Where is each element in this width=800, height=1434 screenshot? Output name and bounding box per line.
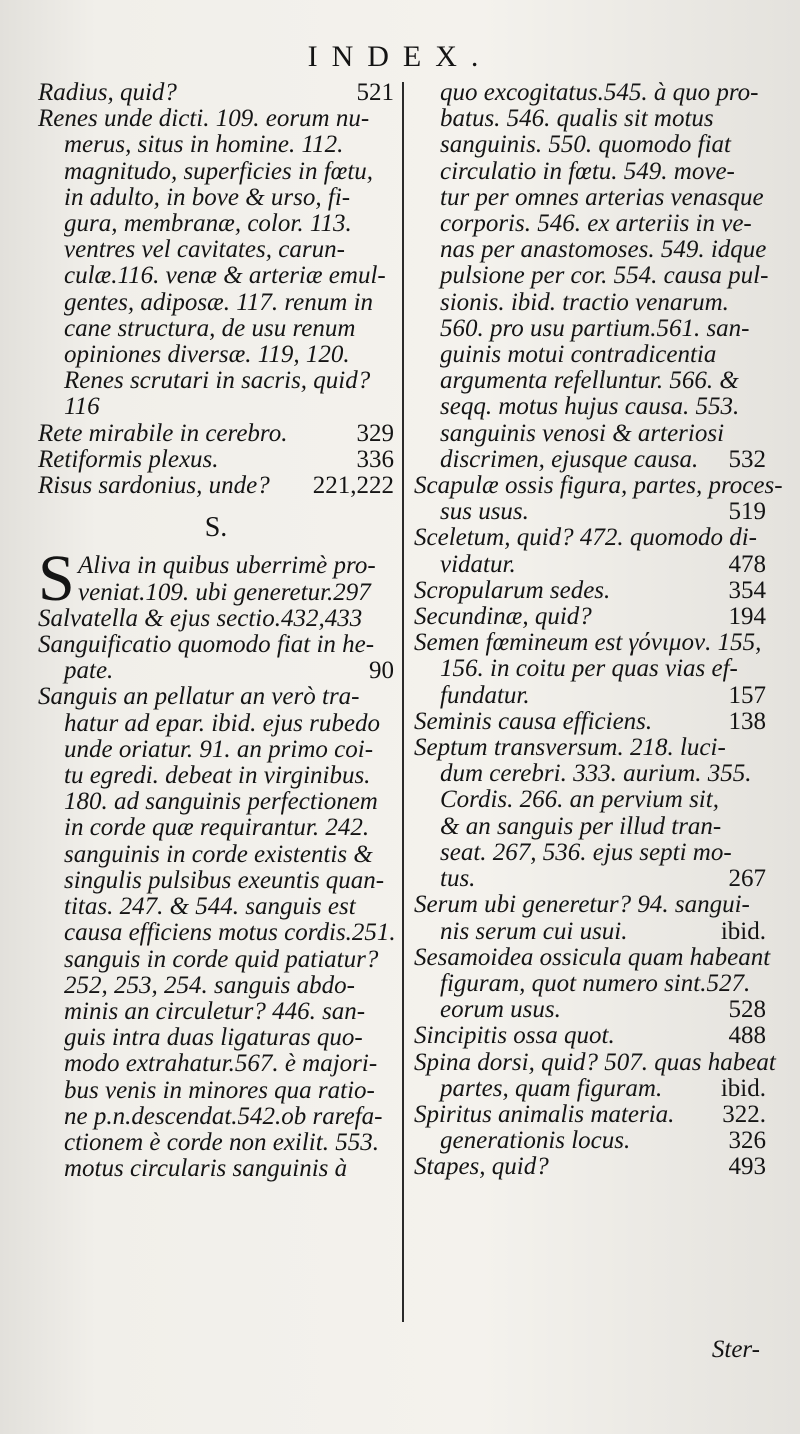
index-entry-line bbox=[38, 842, 394, 868]
index-entry-line bbox=[414, 1102, 766, 1128]
index-entry-line bbox=[38, 815, 394, 841]
index-entry-line bbox=[38, 447, 394, 473]
entry-text: Salvatella & ejus sectio.432,433 bbox=[38, 604, 363, 632]
index-entry-line bbox=[414, 237, 766, 263]
entry-text: titas. 247. & 544. sanguis est bbox=[64, 893, 356, 921]
index-entry-line bbox=[414, 787, 766, 813]
index-entry-line bbox=[38, 1156, 394, 1182]
page-reference: 493 bbox=[728, 1153, 766, 1181]
page-reference: 194 bbox=[728, 603, 766, 631]
index-entry-line bbox=[414, 106, 766, 132]
page-reference: 267 bbox=[728, 865, 766, 893]
entry-text: tus. bbox=[440, 865, 476, 893]
index-entry-line bbox=[414, 342, 766, 368]
index-entry-line bbox=[38, 80, 394, 106]
entry-text: Septum transversum. 218. luci- bbox=[414, 734, 726, 762]
index-entry-line bbox=[38, 1104, 394, 1130]
right-column bbox=[414, 79, 783, 1181]
index-entry-line bbox=[38, 580, 394, 606]
entry-text: ventres vel cavitates, carun- bbox=[64, 236, 345, 264]
entry-text: sanguinis. 550. quomodo fiat bbox=[440, 131, 731, 159]
index-entry-line bbox=[414, 683, 766, 709]
entry-text: in corde quæ requirantur. 242. bbox=[64, 814, 370, 842]
entry-text: sanguis in corde quid patiatur? bbox=[64, 945, 379, 973]
entry-text: fundatur. bbox=[440, 681, 530, 709]
dropcap-letter: S bbox=[38, 542, 75, 616]
entry-text: vidatur. bbox=[440, 550, 516, 578]
entry-text: Scapulæ ossis figura, partes, proces- bbox=[414, 472, 783, 500]
page-reference: 521 bbox=[356, 79, 394, 106]
index-entry-line bbox=[414, 840, 766, 866]
index-entry-line bbox=[38, 606, 394, 632]
page-reference: ibid. bbox=[720, 917, 766, 945]
index-entry-line bbox=[414, 132, 766, 158]
index-entry-line bbox=[38, 1078, 394, 1104]
index-entry-line bbox=[414, 578, 766, 604]
index-entry-line bbox=[38, 473, 394, 499]
index-entry-line bbox=[38, 737, 394, 763]
index-entry-line bbox=[414, 394, 766, 420]
index-entry-line bbox=[38, 211, 394, 237]
index-entry-line bbox=[414, 735, 766, 761]
index-entry-line bbox=[414, 290, 766, 316]
index-entry-line bbox=[414, 919, 766, 945]
index-entry-line bbox=[414, 499, 766, 525]
left-entries-r bbox=[38, 80, 394, 499]
index-entry-line bbox=[38, 316, 394, 342]
entry-text: seqq. motus hujus causa. 553. bbox=[440, 393, 740, 421]
index-entry-line bbox=[38, 185, 394, 211]
index-entry-line bbox=[414, 892, 766, 918]
index-entry-line bbox=[414, 1048, 776, 1076]
entry-text: veniat.109. ubi generetur.297 bbox=[78, 578, 371, 606]
entry-text: motus circularis sanguinis à bbox=[64, 1155, 348, 1183]
entry-text: Radius, quid? bbox=[38, 79, 177, 106]
entry-text: batus. 546. qualis sit motus bbox=[440, 105, 714, 133]
entry-text: pulsione per cor. 554. causa pul- bbox=[440, 262, 769, 290]
page-reference: 528 bbox=[728, 996, 766, 1024]
entry-text: Serum ubi generetur? 94. sangui- bbox=[414, 891, 750, 919]
index-entry-line bbox=[38, 1051, 394, 1077]
entry-text: sionis. ibid. tractio venarum. bbox=[440, 288, 729, 316]
page-reference: 157 bbox=[728, 681, 766, 709]
left-column bbox=[38, 80, 394, 1182]
right-entries bbox=[414, 79, 783, 1181]
index-entry-line bbox=[38, 684, 394, 710]
entry-text: causa efficiens motus cordis.251. bbox=[64, 919, 396, 947]
entry-text: Spina dorsi, quid? 507. quas habeat bbox=[414, 1048, 776, 1076]
index-entry-line bbox=[38, 789, 394, 815]
entry-text: guis intra duas ligaturas quo- bbox=[64, 1024, 363, 1052]
entry-text: 156. in coitu per quas vias ef- bbox=[440, 655, 738, 683]
index-entry-line bbox=[414, 1154, 766, 1180]
entry-text: Sceletum, quid? 472. quomodo di- bbox=[414, 524, 758, 552]
entry-text: hatur ad epar. ibid. ejus rubedo bbox=[64, 709, 380, 737]
catchword: Ster- bbox=[711, 1336, 760, 1363]
entry-text: partes, quam figuram. bbox=[440, 1074, 663, 1102]
index-entry-line bbox=[38, 658, 394, 684]
entry-text: Sincipitis ossa quot. bbox=[414, 1022, 615, 1050]
page-reference: 354 bbox=[728, 576, 766, 604]
entry-text: eorum usus. bbox=[440, 996, 561, 1024]
index-entry-line bbox=[414, 761, 766, 787]
entry-text: Sanguis an pellatur an verò tra- bbox=[38, 683, 360, 711]
index-entry-line bbox=[38, 632, 394, 658]
entry-text: Spiritus animalis materia. bbox=[414, 1100, 675, 1128]
entry-text: dum cerebri. 333. aurium. 355. bbox=[440, 760, 752, 788]
index-entry-line bbox=[414, 421, 766, 447]
index-entry-line bbox=[414, 262, 769, 290]
index-entry-line bbox=[414, 211, 766, 237]
index-entry-line bbox=[414, 1023, 766, 1049]
entry-text: minis an circuletur? 446. san- bbox=[64, 997, 366, 1025]
index-entry-line bbox=[38, 553, 394, 579]
index-entry-line bbox=[414, 80, 766, 106]
entry-text: 252, 253, 254. sanguis abdo- bbox=[64, 971, 355, 999]
entry-text: 560. pro usu partium.561. san- bbox=[440, 314, 750, 342]
page-reference: 488 bbox=[728, 1022, 766, 1050]
index-entry-line bbox=[414, 709, 766, 735]
entry-text: bus venis in minores qua ratio- bbox=[64, 1076, 375, 1104]
index-entry-line bbox=[38, 106, 394, 132]
index-entry-line bbox=[414, 525, 766, 551]
entry-text: Stapes, quid? bbox=[414, 1153, 549, 1181]
page-reference: 326 bbox=[728, 1127, 766, 1155]
page-reference: 221,222 bbox=[312, 472, 394, 500]
index-entry-line bbox=[414, 630, 766, 656]
index-entry-line bbox=[414, 971, 766, 997]
entry-text: seat. 267, 536. ejus septi mo- bbox=[440, 838, 732, 866]
entry-text: Sanguificatio quomodo fiat in he- bbox=[38, 631, 375, 659]
entry-text: guinis motui contradicentia bbox=[440, 341, 717, 369]
section-letter: S. bbox=[204, 512, 228, 544]
entry-text: gentes, adiposæ. 117. renum in bbox=[64, 288, 374, 316]
index-entry-line bbox=[414, 814, 766, 840]
entry-text: in adulto, in bove & urso, fi- bbox=[64, 183, 351, 211]
index-entry-line bbox=[414, 1076, 766, 1102]
index-entry-line bbox=[38, 132, 394, 158]
entry-text: cane structura, de usu renum bbox=[64, 314, 356, 342]
entry-text: ne p.n.descendat.542.ob rarefa- bbox=[64, 1102, 383, 1130]
entry-text: discrimen, ejusque causa. bbox=[440, 445, 699, 473]
entry-text: opiniones diversæ. 119, 120. bbox=[64, 341, 350, 369]
entry-text: Sesamoidea ossicula quam habeant bbox=[414, 943, 771, 971]
entry-text: Semen fœmineum est γόνιμον. 155, bbox=[414, 629, 762, 657]
dropcap-lines bbox=[38, 553, 394, 605]
entry-text: sanguinis venosi & arteriosi bbox=[440, 419, 725, 447]
entry-text: Cordis. 266. an pervium sit, bbox=[440, 786, 719, 814]
entry-text: & an sanguis per illud tran- bbox=[440, 812, 722, 840]
index-entry-line bbox=[38, 342, 394, 368]
entry-text: nas per anastomoses. 549. idque bbox=[440, 236, 767, 264]
entry-text: Renes scrutari in sacris, quid? bbox=[64, 367, 371, 395]
index-entry-line bbox=[38, 421, 394, 447]
entry-text: Risus sardonius, unde? bbox=[38, 472, 270, 500]
entry-text: nis serum cui usui. bbox=[440, 917, 628, 945]
entry-text: sanguinis in corde existentis & bbox=[64, 840, 373, 868]
entry-text: unde oriatur. 91. an primo coi- bbox=[64, 735, 374, 763]
index-entry-line bbox=[414, 316, 766, 342]
entry-text: argumenta refelluntur. 566. & bbox=[440, 367, 739, 395]
page-reference: 90 bbox=[369, 657, 394, 685]
entry-text: figuram, quot numero sint.527. bbox=[440, 969, 751, 997]
entry-text: Seminis causa efficiens. bbox=[414, 707, 653, 735]
entry-text: generationis locus. bbox=[440, 1127, 631, 1155]
entry-text: Scropularum sedes. bbox=[414, 576, 611, 604]
entry-text: 180. ad sanguinis perfectionem bbox=[64, 788, 378, 816]
page-reference: 138 bbox=[728, 707, 766, 735]
index-entry-line bbox=[414, 368, 766, 394]
index-entry-line bbox=[414, 1128, 766, 1154]
index-entry-line bbox=[38, 263, 394, 289]
index-entry-line bbox=[414, 185, 766, 211]
column-divider bbox=[402, 82, 404, 1322]
page-reference: 322. bbox=[722, 1100, 766, 1128]
entry-text: Secundinæ, quid? bbox=[414, 603, 592, 631]
entry-text: ctionem è corde non exilit. 553. bbox=[64, 1128, 379, 1156]
entry-text: singulis pulsibus exeuntis quan- bbox=[64, 866, 385, 894]
index-entry-line bbox=[38, 973, 394, 999]
entry-text: tur per omnes arterias venasque bbox=[440, 183, 764, 211]
left-entries-s bbox=[38, 606, 394, 1182]
page-reference: 329 bbox=[356, 419, 394, 447]
index-entry-line bbox=[38, 763, 394, 789]
entry-text: quo excogitatus.545. à quo pro- bbox=[440, 79, 759, 106]
entry-text: Rete mirabile in cerebro. bbox=[38, 419, 288, 447]
index-entry-line bbox=[38, 894, 394, 920]
index-entry-line bbox=[38, 394, 394, 420]
index-entry-line bbox=[414, 656, 766, 682]
index-entry-line bbox=[38, 368, 394, 394]
index-entry-line bbox=[414, 866, 766, 892]
index-entry-line bbox=[414, 997, 766, 1023]
running-head: INDEX. bbox=[307, 40, 493, 73]
entry-text: pate. bbox=[64, 657, 114, 685]
index-entry-line bbox=[38, 237, 394, 263]
entry-text: merus, situs in homine. 112. bbox=[64, 131, 344, 159]
index-entry-line bbox=[414, 943, 771, 971]
index-entry-line bbox=[38, 159, 394, 185]
entry-text: culæ.116. venæ & arteriæ emul- bbox=[64, 262, 386, 290]
entry-text: circulatio in fœtu. 549. move- bbox=[440, 157, 735, 185]
index-entry-line bbox=[38, 999, 394, 1025]
entry-text: 116 bbox=[64, 393, 100, 421]
page-reference: ibid. bbox=[720, 1074, 766, 1102]
entry-text: Retiformis plexus. bbox=[38, 445, 219, 473]
entry-text: magnitudo, superficies in fœtu, bbox=[64, 157, 374, 185]
index-entry-line bbox=[414, 159, 766, 185]
entry-text: gura, membranæ, color. 113. bbox=[64, 210, 352, 238]
entry-text: Renes unde dicti. 109. eorum nu- bbox=[38, 105, 370, 133]
index-entry-line bbox=[38, 1025, 394, 1051]
page-reference: 519 bbox=[728, 498, 766, 526]
entry-text: modo extrahatur.567. è majori- bbox=[64, 1050, 378, 1078]
index-entry-line bbox=[414, 447, 766, 473]
page-reference: 532 bbox=[728, 445, 766, 473]
index-entry-line bbox=[38, 868, 394, 894]
index-entry-line bbox=[38, 947, 394, 973]
index-entry-line bbox=[414, 472, 783, 500]
entry-text: tu egredi. debeat in virginibus. bbox=[64, 762, 371, 790]
index-entry-line bbox=[414, 552, 766, 578]
page-reference: 478 bbox=[728, 550, 766, 578]
entry-text: Aliva in quibus uberrimè pro- bbox=[78, 552, 376, 580]
entry-text: sus usus. bbox=[440, 498, 529, 526]
page-reference: 336 bbox=[356, 445, 394, 473]
dropcap-entry bbox=[38, 542, 394, 616]
index-entry-line bbox=[38, 290, 394, 316]
index-entry-line bbox=[38, 711, 394, 737]
entry-text: corporis. 546. ex arteriis in ve- bbox=[440, 210, 752, 238]
index-entry-line bbox=[38, 1130, 394, 1156]
index-entry-line bbox=[414, 604, 766, 630]
index-entry-line bbox=[38, 920, 394, 946]
